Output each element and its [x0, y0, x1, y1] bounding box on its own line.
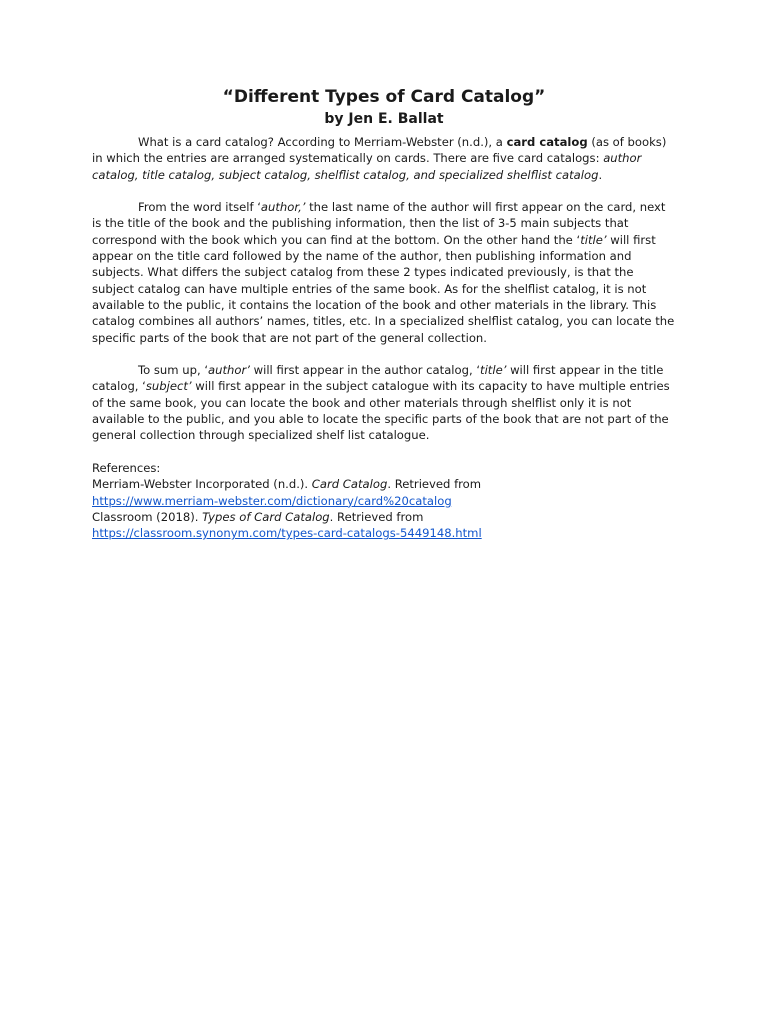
document-body	[92, 134, 676, 541]
text-run: .	[598, 167, 603, 182]
reference-retrieved: . Retrieved from	[387, 477, 482, 492]
references-heading: References:	[92, 460, 161, 475]
reference-work: Card Catalog	[311, 477, 388, 492]
text-run: What is a card catalog? According to Merriam-Webster (n.d.), a	[138, 135, 507, 149]
text-run: will first appear in the title catalog, ‘	[92, 363, 664, 394]
paragraph-details	[92, 199, 676, 346]
italic-term: title’	[580, 232, 607, 247]
text-run: will first appear in the author catalog, ‘	[249, 363, 481, 378]
italic-term: author catalog, title catalog, subject catalog, shelflist catalog, and specialized shelflist catalog	[92, 151, 642, 182]
text-run: will first appear in the subject catalogue with its capacity to have multiple entries of the same book, you can locate the book and other materials through shelflist only it is not available to the public, and you able to locate the specific parts of the book that are not part of the general collection through specialized shelf list catalogue.	[92, 379, 670, 443]
reference-1-link[interactable]: https://www.merriam-webster.com/dictionary/card%20catalog	[92, 493, 452, 508]
reference-2	[92, 509, 676, 525]
reference-retrieved: . Retrieved from	[329, 509, 424, 524]
references-section	[92, 460, 676, 541]
italic-term: author,’	[260, 200, 306, 215]
text-run: will first appear on the title card followed by the name of the author, then publishing information and subjects. What differs the subject catalog from these 2 types indicated previously, is that the subject catalog can have multiple entries of the same book. As for the shelflist catalog, it is not available to the public, it contains the location of the book and other materials in the library. This catalog combines all authors’ names, titles, etc. In a specialized shelflist catalog, you can locate the specific parts of the book that are not part of the general collection.	[92, 232, 675, 345]
text-run: To sum up, ‘	[138, 363, 209, 378]
reference-author: Merriam-Webster Incorporated (n.d.).	[92, 477, 312, 492]
reference-author: Classroom (2018).	[92, 509, 203, 524]
reference-1	[92, 476, 676, 492]
text-run: (as of books) in which the entries are arranged systematically on cards. There are five card catalogs:	[92, 135, 667, 166]
italic-term: subject’	[145, 379, 192, 394]
text-run: From the word itself ‘	[138, 200, 261, 215]
reference-work: Types of Card Catalog	[202, 509, 330, 524]
document-byline: by Jen E. Ballat	[324, 111, 444, 127]
bold-term: card catalog	[506, 135, 588, 149]
document-title: “Different Types of Card Catalog”	[222, 87, 546, 107]
text-run: the last name of the author will first appear on the card, next is the title of the book and the publishing information, then the list of 3-5 main subjects that correspond with the book which you can find at the bottom. On the other hand the ‘	[92, 200, 666, 247]
italic-term: title’	[480, 363, 507, 378]
italic-term: author’	[208, 363, 250, 378]
paragraph-intro	[92, 134, 676, 183]
reference-2-link[interactable]: https://classroom.synonym.com/types-card-catalogs-5449148.html	[92, 526, 482, 541]
paragraph-summary	[92, 362, 676, 443]
